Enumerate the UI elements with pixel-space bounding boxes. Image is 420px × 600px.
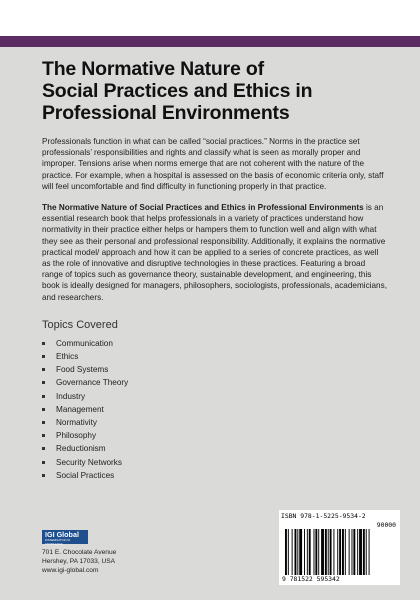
barcode-bar (328, 529, 329, 575)
title-line-3: Professional Environments (42, 102, 290, 124)
description-book-title: The Normative Nature of Social Practices and Ethics in Professional Environments (42, 203, 364, 213)
logo-name: IGI Global (45, 530, 79, 539)
barcode-bar (363, 529, 365, 575)
barcode-bar (349, 529, 350, 575)
address-line-2: Hershey, PA 17033, USA (42, 558, 116, 565)
barcode-bar (366, 529, 367, 575)
topic-item: Ethics (42, 350, 388, 363)
publisher-address (42, 548, 116, 575)
topic-item: Industry (42, 390, 388, 403)
barcode-bar (369, 529, 370, 575)
barcode-bar (357, 529, 358, 575)
barcode-bar (285, 529, 287, 575)
barcode-bar (352, 529, 353, 575)
barcode-bar (337, 529, 338, 575)
price-code: 90000 (376, 521, 396, 529)
publisher-website: www.igi-global.com (42, 567, 99, 574)
barcode-bar (292, 529, 293, 575)
topic-item: Normativity (42, 416, 388, 429)
bullet-icon (42, 421, 45, 424)
cover-content (42, 58, 388, 482)
barcode-bar (314, 529, 315, 575)
topic-item: Philosophy (42, 429, 388, 442)
topics-heading: Topics Covered (42, 318, 118, 331)
isbn-text: ISBN 978-1-5225-9534-2 (281, 512, 366, 520)
bullet-icon (42, 447, 45, 450)
title-line-2: Social Practices and Ethics in (42, 80, 313, 102)
intro-paragraph: Professionals function in what can be called “social practices.” Norms in the practice set professionals’ responsibilities and rights and classify what is seen as morally proper and improper. Tensions arise when norms emerge that are not coherent with the nature of the practice. For example, when a hospital is assessed on the basis of economic criteria only, staff will feel uncomfortable and find difficulty in functioning properly in that practice. (42, 137, 384, 191)
bullet-icon (42, 368, 45, 371)
bullet-icon (42, 474, 45, 477)
barcode-bar (304, 529, 305, 575)
description-paragraph (42, 202, 388, 303)
barcode-bar (321, 529, 324, 575)
barcode-bar (325, 529, 327, 575)
topic-item: Food Systems (42, 363, 388, 376)
barcode-bar (345, 529, 346, 575)
barcode-number: 9 781522 595342 (282, 575, 340, 583)
barcode-bars (285, 529, 395, 575)
barcode-bar (342, 529, 344, 575)
bullet-icon (42, 381, 45, 384)
topic-item: Communication (42, 337, 388, 350)
barcode-bar (318, 529, 319, 575)
barcode-bar (315, 529, 317, 575)
title-line-1: The Normative Nature of (42, 58, 264, 80)
topic-item: Security Networks (42, 456, 388, 469)
barcode-bar (339, 529, 341, 575)
topic-item: Management (42, 403, 388, 416)
barcode-bar (333, 529, 334, 575)
address-line-1: 701 E. Chocolate Avenue (42, 549, 117, 556)
bullet-icon (42, 355, 45, 358)
barcode-bar (295, 529, 297, 575)
bullet-icon (42, 461, 45, 464)
barcode-bar (330, 529, 332, 575)
publisher-logo (42, 530, 88, 544)
topic-item: Reductionism (42, 442, 388, 455)
book-title (42, 58, 388, 124)
barcode-box (279, 510, 400, 585)
barcode-bar (359, 529, 362, 575)
topics-list (42, 337, 388, 482)
topic-item: Social Practices (42, 469, 388, 482)
bullet-icon (42, 395, 45, 398)
barcode-bar (309, 529, 311, 575)
purple-band (0, 36, 420, 47)
description-text: is an essential research book that helps professionals in a variety of practices understand how normativity in their practice either helps or hampers them to function well and align with what they see as their personal and professional responsibility. Additionally, it explains the normative practical model/ approach and how it can be applied to a series of concrete practices, as well as the role of innovative and disruptive technologies in these practices. Featuring a broad range of topics such as governance theory, sustainable development, and engineering, this book is ideally designed for managers, philosophers, sociologists, professionals, academicians, and researchers. (42, 203, 387, 302)
barcode-bar (299, 529, 302, 575)
bullet-icon (42, 434, 45, 437)
barcode-bar (307, 529, 308, 575)
barcode-bar (288, 529, 289, 575)
logo-tagline: DISSEMINATOR OF KNOWLEDGE (45, 539, 71, 546)
bullet-icon (42, 342, 45, 345)
bullet-icon (42, 408, 45, 411)
barcode-bar (353, 529, 355, 575)
barcode-bar (297, 529, 298, 575)
top-margin (0, 0, 420, 36)
topic-item: Governance Theory (42, 376, 388, 389)
